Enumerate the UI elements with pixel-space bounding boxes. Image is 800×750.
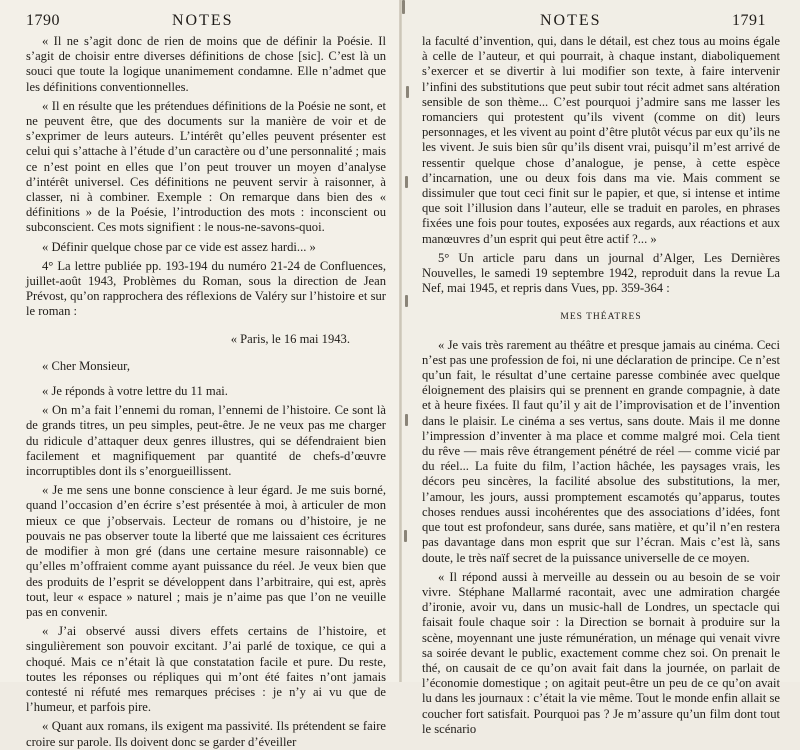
left-page-text: [26, 34, 386, 750]
section-heading: MES THÉATRES: [560, 312, 642, 323]
left-page-header: [26, 12, 386, 34]
paragraph: « Je vais très rarement au théâtre et presque jamais au cinéma. Ceci n’est pas une profession de foi, ni une déclaration de principe. Ce n’est qu’un fait, le résultat d’une certaine paresse combinée avec quelque éloignement des plaisirs qui se prennent en grande compagnie, à date et à heure fixées. Il faut qu’il y ait de l’improvisation et de l’invention dans le plaisir. Le cinéma a ses vertus, sans doute. Mais il me donne l’impression d’inventer à ma place et comme malgré moi. Cela tient du rêve — mais rêve étrangement pénétré de réel — comme vicié par du réel... La fuite du film, l’action hâchée, les paysages vrais, les décors peu sincères, la facilité absolue des substitutions, la mer, l’amour, les jours, aussi promptement escamotés qu’apparus, toutes choses rendues aussi incohérentes que des associations d’idées, font que tout est profondeur, sans durée, sans matière, et qu’il n’en restera pas davantage dans mon esprit que sur l’écran. Mais c’est là, sans doute, le très naïf secret de la puissance universelle de ce moyen.: [422, 337, 780, 565]
paragraph: la faculté d’invention, qui, dans le détail, est chez tous au moins égale à celle de l’auteur, et qui pourrait, à chaque instant, diaboliquement s’exercer et se divertir à lui modifier son texte, à faire intervenir l’infini des substitutions que peut subir tout récit admet sans altération sensible de son thème... C’est pourquoi j’admire sans me lasser les romanciers qui protestent qu’ils vivent (comme on dit) leurs personnages, et les vivent au point d’être plutôt vécus par eux qu’ils ne les vivent. Je suis bien sûr qu’ils disent vrai, puisqu’il m’est arrivé de ressentir quelque chose d’analogue, je pense, à cette espèce d’incarnation, une ou deux fois dans ma vie. Mais comment se dissimuler que tout ceci finit sur le papier, et que, si intense et intime que soit l’illusion dans l’auteur, elle se traduit en paroles, en phrases fixées une fois pour toutes, exposées aux regards, aux réactions et aux manœuvres d’un esprit qui peut être actif ?... »: [422, 34, 780, 246]
left-page-number: 1790: [26, 12, 60, 29]
binding-mark: [402, 0, 405, 14]
binding-mark: [405, 295, 408, 307]
right-page-number: 1791: [732, 12, 766, 29]
book-gutter: [399, 0, 402, 682]
right-page: [400, 0, 800, 736]
paragraph: « J’ai observé aussi divers effets certains de l’histoire, et singulièrement son pouvoir excitant. J’ai parlé de toxique, ce qui a choqué. Mais ce n’était là que constatation facile et pure. Du reste, toutes les réponses ou répliques qui m’ont été faites n’ont jamais contesté ni réfuté mes remarques précises : je n’y ai vu que de l’humeur, et parfois pire.: [26, 624, 386, 715]
paragraph: « Définir quelque chose par ce vide est assez hardi... »: [42, 239, 316, 254]
paragraph: « Il en résulte que les prétendues définitions de la Poésie ne sont, et ne peuvent être, que des documents sur la manière de voir et de s’exprimer de leurs auteurs. L’intérêt qu’elles peuvent présenter est celui qui s’attache à l’étude d’un caractère ou d’une personnalité ; mais ce n’est point en elles que l’on peut trouver un moyen d’analyse d’intérêt universel. Ces définitions ne peuvent servir à raisonner, à classer, ni à combiner. Exemple : On remarque dans bien des « définitions » de la Poésie, l’introduction des mots : inconscient ou subconscient. Ces mots signifient : le nous-ne-savons-quoi.: [26, 98, 386, 235]
paragraph: « Je me sens une bonne conscience à leur égard. Je me suis borné, quand l’occasion d’en écrire s’est présentée à moi, à articuler de mon mieux ce que j’observais. Lecteur de romans ou d’histoire, je ne pouvais ne pas observer toute la liberté que me laissaient ces écritures de modifier à mon gré (dans une certaine mesure raisonnable) ce qu’elles m’offraient comme ayant puissance du réel. Je veux bien que des produits de l’esprit se développent dans l’arbitraire, qui est, après tout, leur « espace » naturel ; mais je n’aime pas que l’on ne veuille pas en convenir.: [26, 483, 386, 619]
letter-date: « Paris, le 16 mai 1943.: [230, 331, 350, 346]
paragraph: « Il ne s’agit donc de rien de moins que de définir la Poésie. Il s’agit de choisir entre diverses définitions de chose [sic]. C’est là un souci que toute la logique unanimement condamne. Elle n’admet que les définitions conventionnelles.: [26, 34, 386, 94]
binding-mark: [405, 414, 408, 426]
paragraph: « Quant aux romans, ils exigent ma passivité. Ils prétendent se faire croire sur parole. Ils doivent donc se garder d’éveiller: [26, 719, 386, 749]
paragraph: 5° Un article paru dans un journal d’Alger, Les Dernières Nouvelles, le samedi 19 septembre 1942, reproduit dans la revue La Nef, mai 1945, et repris dans Vues, pp. 359-364 :: [422, 250, 780, 296]
binding-mark: [405, 176, 408, 188]
right-page-header: [422, 12, 780, 34]
paragraph: « On m’a fait l’ennemi du roman, l’ennemi de l’histoire. Ce sont là de grands titres, un peu simples, peut-être. Je ne veux pas me charger du ridicule d’attaquer deux genres illustres, qui se défendraient bien facilement et magnifiquement par quantité de chefs-d’œuvre incorruptibles dont ils s’enorgueillissent.: [26, 403, 386, 479]
paragraph: 4° La lettre publiée pp. 193-194 du numéro 21-24 de Confluences, juillet-août 1943, Problèmes du Roman, sous la direction de Jean Prévost, qu’on rapprochera des réflexions de Valéry sur l’histoire et sur le roman :: [26, 258, 386, 319]
letter-salutation: « Cher Monsieur,: [42, 358, 130, 373]
right-running-head: NOTES: [540, 12, 602, 29]
binding-mark: [406, 86, 409, 98]
paragraph: « Je réponds à votre lettre du 11 mai.: [42, 384, 228, 399]
left-page: [0, 0, 400, 749]
binding-mark: [404, 530, 407, 542]
left-running-head: NOTES: [172, 12, 234, 29]
right-page-text: [422, 34, 780, 737]
paragraph: « Il répond aussi à merveille au dessein ou au besoin de se voir vivre. Stéphane Mallarmé racontait, avec une admiration chargée d’ironie, avoir vu, dans un music-hall de Londres, un spectacle qui faisait foule chaque soir : la Direction se bornait à produire sur la scène, moyennant une juste rémunération, un ménage qui venait vivre sa soirée devant le public, exactement comme chez soi. On prenait le thé, on causait de ce qu’on avait fait dans la journée, on parlait de l’économie domestique ; on agitait peut-être un peu de ce qu’on avait lu dans les journaux : c’était la vie même. Tout le monde enfin allait se coucher fort satisfait. Pourquoi pas ? Je m’assure qu’un film dont tout le scénario: [422, 569, 780, 736]
